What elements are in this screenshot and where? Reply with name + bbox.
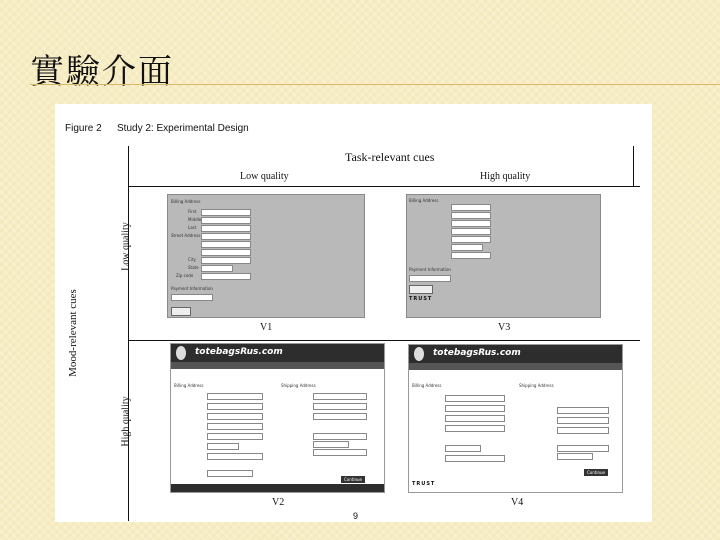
slide-title: 實驗介面 xyxy=(30,52,174,92)
grid-header-rule xyxy=(128,186,640,187)
v4-first-field xyxy=(445,395,505,402)
v2-street2-field xyxy=(207,433,263,440)
v1-field-label: State xyxy=(188,265,199,270)
v4-continue-button: Continue xyxy=(584,469,608,476)
title-divider xyxy=(30,84,720,85)
v2-state-select xyxy=(207,443,239,450)
v3-street-field xyxy=(451,228,491,235)
v1-billing-label: Billing Address xyxy=(171,199,201,204)
v4-ship-middle-field xyxy=(557,417,609,424)
v2-middle-field xyxy=(207,403,263,410)
v1-street3-field xyxy=(201,249,251,256)
v4-site-nav xyxy=(409,363,622,370)
v2-shipping-label: Shipping Address xyxy=(281,383,316,388)
v4-site-logo: totebagsRus.com xyxy=(433,348,521,358)
v4-last-field xyxy=(445,415,505,422)
v4-zip-field xyxy=(445,455,505,462)
v2-last-field xyxy=(207,413,263,420)
v3-zip-field xyxy=(451,252,491,259)
v1-last-field xyxy=(201,225,251,232)
v4-state-select xyxy=(445,445,481,452)
v1-field-label: City xyxy=(188,257,196,262)
v1-screenshot xyxy=(167,194,365,318)
v1-field-label: First xyxy=(188,209,197,214)
v4-billing-label: Billing Address xyxy=(412,383,442,388)
v2-ship-city-field xyxy=(313,433,367,440)
v2-zip-field xyxy=(207,453,263,460)
page-number: 9 xyxy=(353,511,359,521)
figure-title: Study 2: Experimental Design xyxy=(117,123,249,134)
v2-ship-zip-field xyxy=(313,449,367,456)
v2-site-nav xyxy=(171,362,384,369)
v4-shipping-label: Shipping Address xyxy=(519,383,554,388)
v3-city-field xyxy=(451,236,491,243)
v4-logo-icon xyxy=(414,347,424,361)
v3-continue-button xyxy=(409,285,433,294)
column-high-quality: High quality xyxy=(480,171,531,182)
v4-trust-badge: TRUST xyxy=(412,481,436,487)
v3-caption: V3 xyxy=(498,322,511,333)
column-low-quality: Low quality xyxy=(240,171,289,182)
v3-state-select xyxy=(451,244,483,251)
v3-trust-badge: TRUST xyxy=(409,296,433,302)
v4-ship-city-field xyxy=(557,445,609,452)
column-header: Task-relevant cues xyxy=(345,150,435,164)
v3-screenshot xyxy=(406,194,601,318)
v1-field-label: Street Address xyxy=(171,233,201,238)
v1-field-label: Last xyxy=(188,225,197,230)
grid-left-rule xyxy=(128,146,129,521)
v1-street-field xyxy=(201,233,251,240)
figure-label: Figure 2 xyxy=(65,123,102,134)
v2-ship-middle-field xyxy=(313,403,367,410)
v1-field-label: Zip code xyxy=(176,273,194,278)
v4-site-header xyxy=(409,345,622,363)
v2-ship-last-field xyxy=(313,413,367,420)
v2-continue-button: Continue xyxy=(341,476,365,483)
v2-site-footer xyxy=(171,484,384,492)
grid-middle-rule xyxy=(128,340,640,341)
row-header: Mood-relevant cues xyxy=(67,289,79,377)
row-high-quality: High quality xyxy=(120,396,132,447)
v3-card-field xyxy=(409,275,451,282)
v2-billing-label: Billing Address xyxy=(174,383,204,388)
v3-billing-label: Billing Address xyxy=(409,198,439,203)
v3-first-field xyxy=(451,204,491,211)
experimental-design-figure xyxy=(55,104,652,522)
v2-logo-icon xyxy=(176,346,186,360)
v4-ship-state-select xyxy=(557,453,593,460)
v3-payment-label: Payment Information xyxy=(409,267,451,272)
v2-site-logo: totebagsRus.com xyxy=(195,347,283,357)
v1-payment-label: Payment Information xyxy=(171,286,213,291)
v1-street2-field xyxy=(201,241,251,248)
v4-ship-first-field xyxy=(557,407,609,414)
v2-caption: V2 xyxy=(272,497,285,508)
v4-street-field xyxy=(445,425,505,432)
v1-middle-field xyxy=(201,217,251,224)
v1-continue-button xyxy=(171,307,191,316)
v3-middle-field xyxy=(451,212,491,219)
v1-first-field xyxy=(201,209,251,216)
v2-card-field xyxy=(207,470,253,477)
row-low-quality: Low quality xyxy=(120,222,132,271)
v4-ship-last-field xyxy=(557,427,609,434)
v2-ship-first-field xyxy=(313,393,367,400)
v2-site-header xyxy=(171,344,384,362)
v1-city-field xyxy=(201,257,251,264)
v3-last-field xyxy=(451,220,491,227)
v2-ship-state-select xyxy=(313,441,349,448)
v2-first-field xyxy=(207,393,263,400)
v4-caption: V4 xyxy=(511,497,524,508)
grid-right-rule xyxy=(633,146,634,186)
v1-card-field xyxy=(171,294,213,301)
v1-caption: V1 xyxy=(260,322,273,333)
v2-screenshot xyxy=(170,343,385,493)
v4-screenshot xyxy=(408,344,623,493)
v4-middle-field xyxy=(445,405,505,412)
v1-field-label: Middle xyxy=(188,217,202,222)
v1-state-select xyxy=(201,265,233,272)
v1-zip-field xyxy=(201,273,251,280)
v2-street-field xyxy=(207,423,263,430)
